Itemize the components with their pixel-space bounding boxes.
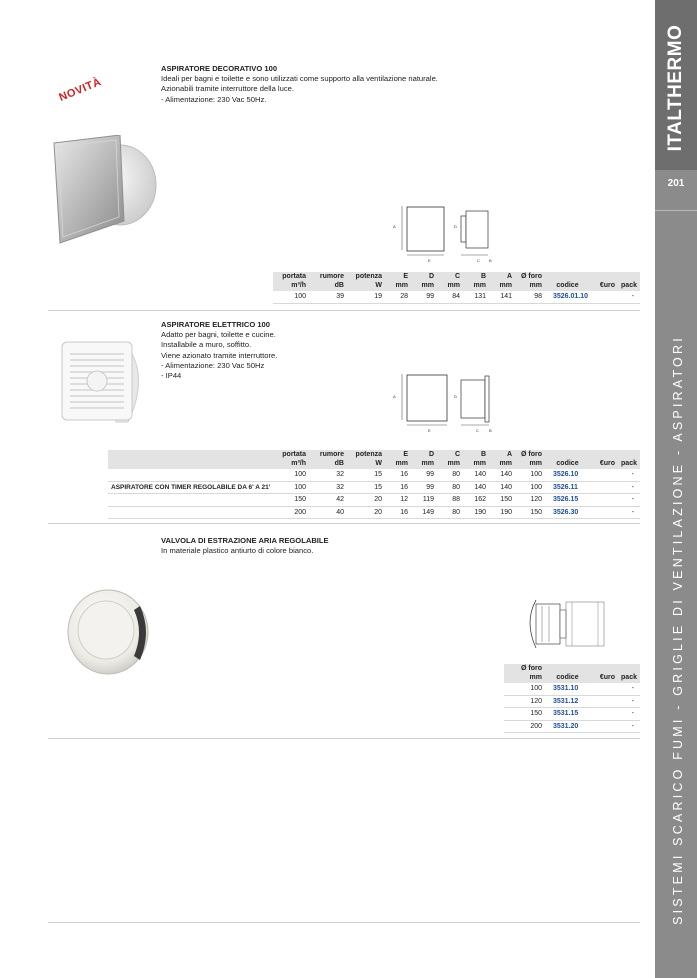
table-cell: 140 bbox=[489, 481, 515, 494]
table-row bbox=[108, 494, 640, 507]
table-cell: 42 bbox=[309, 494, 347, 507]
product-2-technical-drawing bbox=[390, 368, 510, 434]
product-code: 3531.20 bbox=[545, 720, 590, 733]
product-code: 3526.01.10 bbox=[545, 291, 590, 303]
product-code: 3526.30 bbox=[545, 506, 590, 519]
table-cell: 119 bbox=[411, 494, 437, 507]
product-title: ASPIRATORE DECORATIVO 100 bbox=[161, 64, 278, 73]
table-row bbox=[504, 720, 640, 733]
header-cell: €uro bbox=[590, 664, 618, 683]
product-3-technical-drawing bbox=[522, 594, 612, 656]
row-description: ASPIRATORE CON TIMER REGOLABILE DA 6' A 21' bbox=[108, 481, 273, 494]
price-cell bbox=[590, 683, 618, 695]
header-cell: rumore dB bbox=[309, 272, 347, 291]
table-cell: 15 bbox=[347, 481, 385, 494]
row-description bbox=[108, 469, 273, 481]
table-cell: 100 bbox=[515, 469, 545, 481]
table-cell: 190 bbox=[489, 506, 515, 519]
header-cell: codice bbox=[545, 450, 590, 469]
header-cell: pack bbox=[618, 450, 640, 469]
price-cell bbox=[590, 481, 618, 494]
header-cell: potenza W bbox=[347, 450, 385, 469]
table-row bbox=[108, 506, 640, 519]
table-cell: 84 bbox=[437, 291, 463, 303]
header-cell: D mm bbox=[411, 450, 437, 469]
table-row bbox=[504, 683, 640, 695]
dim-label-a: A bbox=[393, 224, 396, 229]
table-cell: 150 bbox=[273, 494, 309, 507]
table-cell: 99 bbox=[411, 469, 437, 481]
table-cell: 190 bbox=[463, 506, 489, 519]
table-cell: 32 bbox=[309, 481, 347, 494]
table-header-row bbox=[504, 664, 640, 683]
product-title: VALVOLA DI ESTRAZIONE ARIA REGOLABILE bbox=[161, 536, 329, 545]
dim-label-e: E bbox=[428, 428, 431, 433]
table-cell: 120 bbox=[515, 494, 545, 507]
product-code: 3531.12 bbox=[545, 695, 590, 708]
header-cell: Ø foro mm bbox=[515, 272, 545, 291]
table-cell: 28 bbox=[385, 291, 411, 303]
product-2-description bbox=[161, 320, 277, 381]
table-cell: 120 bbox=[504, 695, 545, 708]
valve-photo bbox=[62, 586, 152, 678]
table-row bbox=[108, 469, 640, 481]
table-cell: 149 bbox=[411, 506, 437, 519]
table-cell: 140 bbox=[463, 469, 489, 481]
table-cell: 20 bbox=[347, 506, 385, 519]
dim-label-e: E bbox=[428, 258, 431, 263]
table-cell: 15 bbox=[347, 469, 385, 481]
table-row bbox=[504, 708, 640, 721]
table-cell: 100 bbox=[504, 683, 545, 695]
section-separator bbox=[48, 523, 640, 524]
pack-cell: - bbox=[618, 481, 640, 494]
product-code: 3526.11 bbox=[545, 481, 590, 494]
table-cell: 32 bbox=[309, 469, 347, 481]
row-description bbox=[108, 506, 273, 519]
product-code: 3526.15 bbox=[545, 494, 590, 507]
table-cell: 140 bbox=[463, 481, 489, 494]
brand-box bbox=[655, 0, 697, 170]
table-cell: 100 bbox=[273, 291, 309, 303]
table-cell: 80 bbox=[437, 481, 463, 494]
product-title: ASPIRATORE ELETTRICO 100 bbox=[161, 320, 271, 329]
product-2-spec-table bbox=[108, 450, 640, 519]
header-cell: E mm bbox=[385, 450, 411, 469]
table-cell: 200 bbox=[504, 720, 545, 733]
table-cell: 40 bbox=[309, 506, 347, 519]
header-cell: Ø foro mm bbox=[504, 664, 545, 683]
table-cell: 80 bbox=[437, 506, 463, 519]
product-3-description bbox=[161, 536, 329, 556]
table-cell: 150 bbox=[515, 506, 545, 519]
electric-fan-photo bbox=[56, 326, 156, 434]
product-3-spec-table bbox=[504, 664, 640, 733]
table-cell: 141 bbox=[489, 291, 515, 303]
product-1-technical-drawing bbox=[390, 200, 510, 264]
header-cell: B mm bbox=[463, 450, 489, 469]
table-row bbox=[108, 481, 640, 494]
product-1-description bbox=[161, 64, 438, 105]
header-cell: E mm bbox=[385, 272, 411, 291]
table-row bbox=[273, 291, 640, 303]
dim-label-a: A bbox=[393, 394, 396, 399]
table-cell: 131 bbox=[463, 291, 489, 303]
sidebar-divider bbox=[655, 210, 697, 211]
table-cell: 200 bbox=[273, 506, 309, 519]
pack-cell: - bbox=[618, 695, 640, 708]
description-line: - Alimentazione: 230 Vac 50Hz bbox=[161, 360, 265, 370]
table-cell: 100 bbox=[515, 481, 545, 494]
table-header-row bbox=[108, 450, 640, 469]
price-cell bbox=[590, 695, 618, 708]
price-cell bbox=[590, 720, 618, 733]
decorative-fan-photo bbox=[50, 135, 160, 247]
price-cell bbox=[590, 469, 618, 481]
pack-cell: - bbox=[618, 469, 640, 481]
table-cell: 140 bbox=[489, 469, 515, 481]
description-line: Azionabili tramite interruttore della luce. bbox=[161, 84, 294, 94]
header-cell: portata m³/h bbox=[273, 450, 309, 469]
dim-label-c: C bbox=[476, 428, 479, 433]
table-cell: 12 bbox=[385, 494, 411, 507]
table-cell: 150 bbox=[489, 494, 515, 507]
header-cell: codice bbox=[545, 272, 590, 291]
price-cell bbox=[590, 506, 618, 519]
pack-cell: - bbox=[618, 506, 640, 519]
pack-cell: - bbox=[618, 494, 640, 507]
price-cell bbox=[590, 291, 618, 303]
header-cell: portata m³/h bbox=[273, 272, 309, 291]
header-cell bbox=[108, 450, 273, 469]
right-sidebar bbox=[655, 0, 697, 978]
table-cell: 16 bbox=[385, 469, 411, 481]
header-cell: €uro bbox=[590, 272, 618, 291]
table-cell: 80 bbox=[437, 469, 463, 481]
table-cell: 16 bbox=[385, 481, 411, 494]
header-cell: Ø foro mm bbox=[515, 450, 545, 469]
header-cell: B mm bbox=[463, 272, 489, 291]
table-cell: 98 bbox=[515, 291, 545, 303]
novita-badge: NOVITÀ bbox=[57, 76, 104, 104]
header-cell: pack bbox=[618, 664, 640, 683]
header-cell: D mm bbox=[411, 272, 437, 291]
section-separator bbox=[48, 310, 640, 311]
product-code: 3531.10 bbox=[545, 683, 590, 695]
dim-label-d: D bbox=[454, 394, 457, 399]
header-cell: rumore dB bbox=[309, 450, 347, 469]
brand-logo: ITALTHERMO bbox=[665, 24, 686, 152]
description-line: - Alimentazione: 230 Vac 50Hz. bbox=[161, 94, 267, 104]
table-cell: 162 bbox=[463, 494, 489, 507]
header-cell: A mm bbox=[489, 272, 515, 291]
description-line: Installabile a muro, soffitto. bbox=[161, 340, 252, 350]
header-cell: potenza W bbox=[347, 272, 385, 291]
table-cell: 88 bbox=[437, 494, 463, 507]
table-cell: 99 bbox=[411, 481, 437, 494]
description-line: In materiale plastico antiurto di colore bianco. bbox=[161, 546, 314, 556]
row-description bbox=[108, 494, 273, 507]
header-cell: €uro bbox=[590, 450, 618, 469]
header-cell: codice bbox=[545, 664, 590, 683]
pack-cell: - bbox=[618, 683, 640, 695]
header-cell: A mm bbox=[489, 450, 515, 469]
description-line: Ideali per bagni e toilette e sono utilizzati come supporto alla ventilazione naturale. bbox=[161, 74, 438, 84]
price-cell bbox=[590, 494, 618, 507]
table-cell: 39 bbox=[309, 291, 347, 303]
pack-cell: - bbox=[618, 708, 640, 721]
section-title: SISTEMI SCARICO FUMI - GRIGLIE DI VENTILAZIONE - ASPIRATORI bbox=[671, 335, 685, 925]
table-cell: 100 bbox=[273, 469, 309, 481]
product-1-spec-table bbox=[273, 272, 640, 304]
pack-cell: - bbox=[618, 291, 640, 303]
table-cell: 20 bbox=[347, 494, 385, 507]
table-cell: 99 bbox=[411, 291, 437, 303]
description-line: Viene azionato tramite interruttore. bbox=[161, 350, 278, 360]
description-line: Adatto per bagni, toilette e cucine. bbox=[161, 330, 276, 340]
header-cell: C mm bbox=[437, 450, 463, 469]
dim-label-b: B bbox=[489, 428, 492, 433]
page-number: 201 bbox=[667, 178, 685, 189]
table-cell: 150 bbox=[504, 708, 545, 721]
header-cell: C mm bbox=[437, 272, 463, 291]
table-cell: 16 bbox=[385, 506, 411, 519]
header-cell: pack bbox=[618, 272, 640, 291]
description-line: - IP44 bbox=[161, 371, 182, 381]
table-row bbox=[504, 695, 640, 708]
product-code: 3526.10 bbox=[545, 469, 590, 481]
section-separator bbox=[48, 738, 640, 739]
pack-cell: - bbox=[618, 720, 640, 733]
dim-label-c: C bbox=[477, 258, 480, 263]
table-cell: 19 bbox=[347, 291, 385, 303]
price-cell bbox=[590, 708, 618, 721]
footer-separator bbox=[48, 922, 640, 923]
table-cell: 100 bbox=[273, 481, 309, 494]
dim-label-d: D bbox=[454, 224, 457, 229]
dim-label-b: B bbox=[489, 258, 492, 263]
table-header-row bbox=[273, 272, 640, 291]
product-code: 3531.15 bbox=[545, 708, 590, 721]
